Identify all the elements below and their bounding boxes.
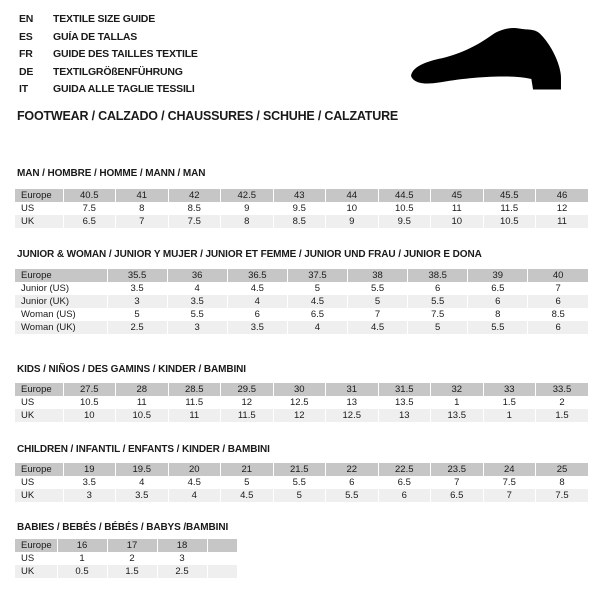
- size-cell: 13.5: [378, 396, 431, 409]
- size-cell: 1: [57, 552, 107, 565]
- size-cell: 7.5: [63, 202, 116, 215]
- size-table: [15, 383, 588, 422]
- size-cell: 8.5: [273, 215, 326, 228]
- size-cell: 4: [287, 321, 347, 334]
- language-code: EN: [19, 13, 34, 25]
- size-cell: 3: [157, 552, 207, 565]
- row-label: US: [15, 202, 63, 215]
- size-cell: 38: [348, 269, 408, 282]
- size-cell: 36: [167, 269, 227, 282]
- size-cell: 5: [221, 476, 274, 489]
- size-cell: 33.5: [536, 383, 589, 396]
- size-cell: 6: [408, 282, 468, 295]
- size-cell: 19.5: [116, 463, 169, 476]
- size-cell: 9.5: [378, 215, 431, 228]
- size-cell: 9: [221, 202, 274, 215]
- row-label: Junior (US): [15, 282, 107, 295]
- size-cell: 44: [326, 189, 379, 202]
- language-code: ES: [19, 30, 33, 43]
- size-cell: 8: [116, 202, 169, 215]
- size-cell: 12: [556, 203, 568, 214]
- row-label: Europe: [15, 189, 63, 202]
- category-title: FOOTWEAR / CALZADO / CHAUSSURES / SCHUHE / CALZATURE: [17, 109, 399, 123]
- size-cell: 4: [168, 489, 221, 502]
- size-cell: 28: [116, 383, 169, 396]
- size-cell: 10.5: [116, 409, 169, 422]
- section-title: CHILDREN / INFANTIL / ENFANTS / KINDER / BAMBINI: [17, 444, 270, 455]
- size-cell: 4: [227, 295, 287, 308]
- size-cell: 36.5: [227, 269, 287, 282]
- size-cell: 7.5: [408, 308, 468, 321]
- size-cell: 33: [483, 383, 536, 396]
- size-table: [15, 539, 237, 578]
- size-cell: 24: [483, 463, 536, 476]
- size-cell: 6: [227, 308, 287, 321]
- row-label: US: [15, 552, 57, 565]
- size-cell: 39: [468, 269, 528, 282]
- section-title: BABIES / BEBÉS / BÉBÉS / BABYS /BAMBINI: [17, 522, 229, 533]
- language-label: GUIDE DES TAILLES TEXTILE: [53, 48, 198, 61]
- size-cell: 5.5: [408, 295, 468, 308]
- size-cell: 45.5: [483, 189, 536, 202]
- size-row: [15, 396, 588, 409]
- size-cell: 13.5: [431, 409, 484, 422]
- size-cell: 12: [221, 396, 274, 409]
- size-cell: 7: [348, 308, 408, 321]
- size-cell: 43: [273, 189, 326, 202]
- size-cell: 20: [168, 463, 221, 476]
- size-cell: 12.5: [273, 396, 326, 409]
- size-cell: 1.5: [107, 565, 157, 578]
- size-cell: 3.5: [107, 282, 167, 295]
- size-cell: 12.5: [326, 409, 379, 422]
- size-cell: 10.5: [378, 202, 431, 215]
- language-label: TEXTILGRÖßENFÜHRUNG: [53, 65, 183, 78]
- size-cell: 8: [559, 477, 565, 488]
- size-cell: 7: [555, 283, 561, 294]
- size-cell: 5.5: [167, 308, 227, 321]
- size-cell: 10: [63, 409, 116, 422]
- row-label: UK: [15, 409, 63, 422]
- size-cell: 13: [326, 396, 379, 409]
- size-cell: 42: [168, 189, 221, 202]
- size-cell: 8: [221, 215, 274, 228]
- size-cell: 6.5: [287, 308, 347, 321]
- size-cell: 6: [528, 295, 588, 308]
- size-cell: 1: [483, 409, 536, 422]
- section-title: KIDS / NIÑOS / DES GAMINS / KINDER / BAMBINI: [17, 364, 246, 375]
- size-cell: 5.5: [468, 321, 528, 334]
- size-cell: 22: [326, 463, 379, 476]
- size-cell: 2: [559, 397, 565, 408]
- size-cell: 4.5: [168, 476, 221, 489]
- size-cell: 6.5: [63, 215, 116, 228]
- row-label: Junior (UK): [15, 295, 107, 308]
- size-cell: 3.5: [167, 295, 227, 308]
- size-cell: 11: [168, 409, 221, 422]
- size-cell: 40.5: [63, 189, 116, 202]
- size-cell: 16: [57, 539, 107, 552]
- size-cell: 12: [273, 409, 326, 422]
- size-cell: 42.5: [221, 189, 274, 202]
- size-row: [15, 552, 237, 565]
- size-cell: 4.5: [287, 295, 347, 308]
- size-cell: 5: [273, 489, 326, 502]
- size-cell: 3: [63, 489, 116, 502]
- size-cell: 9: [326, 215, 379, 228]
- row-label: US: [15, 396, 63, 409]
- size-header-row: [15, 463, 588, 476]
- size-cell: 9.5: [273, 202, 326, 215]
- size-row: [15, 202, 588, 215]
- size-cell: 10.5: [483, 215, 536, 228]
- size-cell: 5.5: [326, 489, 379, 502]
- language-label: TEXTILE SIZE GUIDE: [53, 13, 155, 25]
- size-cell: 28.5: [168, 383, 221, 396]
- size-section: [15, 364, 588, 422]
- size-table: [15, 189, 588, 228]
- row-label: Europe: [15, 269, 107, 282]
- empty-cell: [207, 565, 237, 578]
- size-cell: 3.5: [116, 489, 169, 502]
- size-header-row: [15, 383, 588, 396]
- section-title: MAN / HOMBRE / HOMME / MANN / MAN: [17, 168, 206, 179]
- size-cell: 29.5: [221, 383, 274, 396]
- size-cell: 31: [326, 383, 379, 396]
- row-label: US: [15, 476, 63, 489]
- size-cell: 38.5: [408, 269, 468, 282]
- size-cell: 17: [107, 539, 157, 552]
- size-row: [15, 409, 588, 422]
- size-cell: 18: [157, 539, 207, 552]
- size-cell: 21.5: [273, 463, 326, 476]
- size-cell: 7: [116, 215, 169, 228]
- size-header-row: [15, 189, 588, 202]
- size-cell: 6: [378, 489, 431, 502]
- size-cell: 11.5: [168, 396, 221, 409]
- size-cell: 0.5: [57, 565, 107, 578]
- size-cell: 32: [431, 383, 484, 396]
- size-cell: 1.5: [536, 409, 589, 422]
- size-row: [15, 295, 588, 308]
- size-cell: 46: [536, 189, 589, 202]
- size-cell: 10.5: [63, 396, 116, 409]
- size-cell: 8.5: [551, 309, 565, 320]
- size-cell: 10: [431, 215, 484, 228]
- size-cell: 8: [468, 308, 528, 321]
- empty-cell: [207, 552, 237, 565]
- size-cell: 10: [326, 202, 379, 215]
- size-cell: 5.5: [273, 476, 326, 489]
- size-cell: 45: [431, 189, 484, 202]
- size-cell: 35.5: [107, 269, 167, 282]
- size-cell: 6: [528, 321, 588, 334]
- size-cell: 7: [431, 476, 484, 489]
- language-code: DE: [19, 65, 34, 78]
- size-cell: 4.5: [227, 282, 287, 295]
- size-cell: 5: [287, 282, 347, 295]
- size-row: [15, 489, 588, 502]
- size-cell: 2.5: [107, 321, 167, 334]
- size-cell: 6: [326, 476, 379, 489]
- row-label: Europe: [15, 383, 63, 396]
- section-title: JUNIOR & WOMAN / JUNIOR Y MUJER / JUNIOR ET FEMME / JUNIOR UND FRAU / JUNIOR E DONA: [17, 249, 482, 260]
- row-label: UK: [15, 215, 63, 228]
- size-section: [15, 522, 588, 578]
- size-cell: 4.5: [348, 321, 408, 334]
- size-cell: 3.5: [227, 321, 287, 334]
- row-label: Europe: [15, 463, 63, 476]
- size-cell: 7.5: [483, 476, 536, 489]
- size-row: [15, 308, 588, 321]
- size-cell: 41: [116, 189, 169, 202]
- size-cell: 2.5: [157, 565, 207, 578]
- size-cell: 11.5: [483, 202, 536, 215]
- size-cell: 5: [107, 308, 167, 321]
- size-cell: 4.5: [221, 489, 274, 502]
- size-cell: 11: [431, 202, 484, 215]
- size-cell: 4: [167, 282, 227, 295]
- size-row: [15, 476, 588, 489]
- size-row: [15, 321, 588, 334]
- size-cell: 25: [536, 463, 589, 476]
- size-cell: 4: [116, 476, 169, 489]
- size-cell: 6.5: [431, 489, 484, 502]
- size-cell: 2: [107, 552, 157, 565]
- size-row: [15, 282, 588, 295]
- row-label: Woman (UK): [15, 321, 107, 334]
- size-cell: 11: [116, 396, 169, 409]
- size-row: [15, 215, 588, 228]
- size-cell: 5: [348, 295, 408, 308]
- size-cell: 30: [273, 383, 326, 396]
- size-section: [15, 444, 588, 502]
- size-cell: 6.5: [468, 282, 528, 295]
- size-cell: 13: [378, 409, 431, 422]
- size-cell: 5: [408, 321, 468, 334]
- size-cell: 11: [536, 215, 589, 228]
- size-cell: 7: [483, 489, 536, 502]
- size-cell: 40: [528, 269, 588, 282]
- size-table: [15, 269, 588, 334]
- language-label: GUÍA DE TALLAS: [53, 30, 138, 43]
- language-label: GUIDA ALLE TAGLIE TESSILI: [53, 83, 195, 96]
- size-cell: 8.5: [168, 202, 221, 215]
- size-cell: 31.5: [378, 383, 431, 396]
- size-cell: 3.5: [63, 476, 116, 489]
- size-cell: 6.5: [378, 476, 431, 489]
- size-cell: 3: [167, 321, 227, 334]
- language-code: IT: [19, 83, 28, 96]
- size-header-row: [15, 539, 237, 552]
- size-cell: 1.5: [483, 396, 536, 409]
- row-label: UK: [15, 565, 57, 578]
- size-header-row: [15, 269, 588, 282]
- size-cell: 37.5: [287, 269, 347, 282]
- size-cell: 22.5: [378, 463, 431, 476]
- size-cell: 1: [431, 396, 484, 409]
- size-cell: 19: [63, 463, 116, 476]
- size-cell: 7.5: [536, 489, 589, 502]
- size-cell: 44.5: [378, 189, 431, 202]
- size-cell: 6: [468, 295, 528, 308]
- empty-cell: [207, 539, 237, 552]
- row-label: Europe: [15, 539, 57, 552]
- row-label: UK: [15, 489, 63, 502]
- language-code: FR: [19, 48, 33, 61]
- size-cell: 27.5: [63, 383, 116, 396]
- size-row: [15, 565, 237, 578]
- size-table: [15, 463, 588, 502]
- row-label: Woman (US): [15, 308, 107, 321]
- size-section: [15, 249, 588, 334]
- size-section: [15, 168, 588, 228]
- size-cell: 11.5: [221, 409, 274, 422]
- size-cell: 3: [107, 295, 167, 308]
- size-cell: 21: [221, 463, 274, 476]
- size-cell: 5.5: [348, 282, 408, 295]
- size-cell: 23.5: [431, 463, 484, 476]
- size-cell: 7.5: [168, 215, 221, 228]
